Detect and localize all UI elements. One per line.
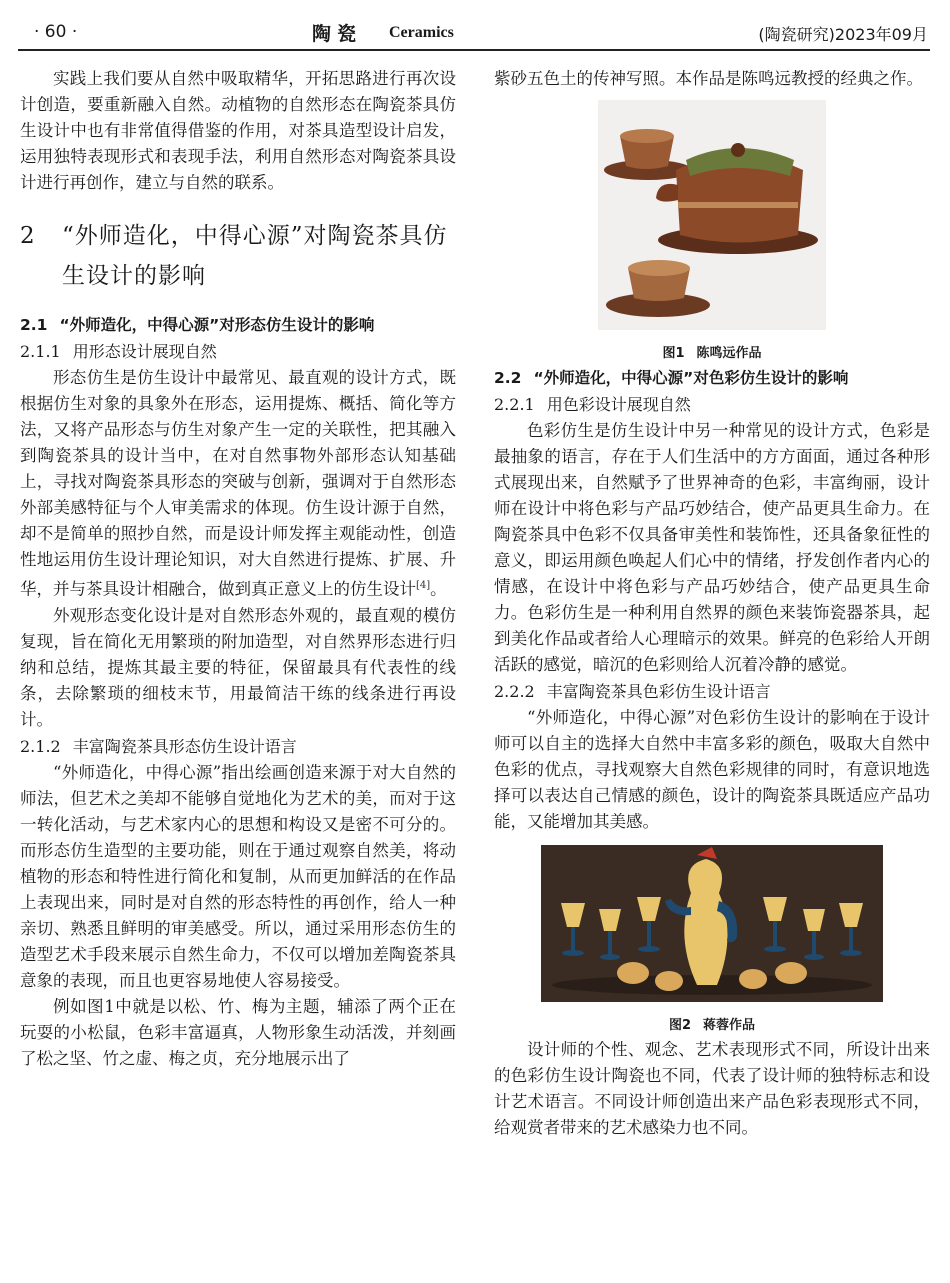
paragraph: 外观形态变化设计是对自然形态外观的，最直观的模仿复现，旨在简化无用繁琐的附加造型，对自然界形态进行归纳和总结，提炼其最主要的特征，保留最具有代表性的线条，去除繁琐的细枝末节，用最简洁干练的线条进行再设计。	[20, 605, 456, 729]
paragraph: 实践上我们要从自然中吸取精华，开拓思路进行再次设计创造，要重新融入自然。动植物的自然形态在陶瓷茶具仿生设计中也有非常值得借鉴的作用，对茶具造型设计启发，运用独特表现形式和表现手法，利用自然形态对陶瓷茶具设计进行再创作，建立与自然的联系。	[20, 69, 456, 192]
section-title: 丰富陶瓷茶具色彩仿生设计语言	[546, 682, 771, 701]
section-number: 2.1.1	[20, 342, 61, 361]
left-column	[20, 66, 456, 1072]
header-rule	[18, 49, 930, 51]
figure-label: 图2	[668, 1018, 692, 1033]
subsubsection-heading-2-1-1	[20, 338, 456, 365]
section-number: 2.1	[20, 316, 48, 334]
section-title: “外师造化，中得心源”对色彩仿生设计的影响	[533, 369, 849, 387]
paragraph: “外师造化，中得心源”指出绘画创造来源于对大自然的师法，但艺术之美却不能够自觉地化为艺术的美，而对于这一转化活动，与艺术家内心的思想和构设又是密不可分的。而形态仿生造型的主要功能，则在于通过观察自然美，将动植物的形态和特性进行简化和复制，从而更加鲜活的在作品上表现出来，同时是对自然的形态特性的再创作，给人一种亲切、熟悉且鲜明的审美感受。所以，通过采用形态仿生的造型艺术手段来展示自然生命力，不仅可以增加差陶瓷茶具意象的表现，而且也更容易地使人容易接受。	[20, 762, 456, 990]
paragraph-text-end: 。	[430, 579, 447, 599]
subsubsection-heading-2-2-2	[494, 678, 930, 705]
subsubsection-heading-2-1-2	[20, 733, 456, 760]
page-number: · 60 ·	[34, 22, 78, 42]
section-number: 2.2.1	[494, 395, 535, 414]
section-title: “外师造化，中得心源”对形态仿生设计的影响	[59, 316, 375, 334]
figure-label: 图1	[662, 346, 685, 361]
figure-1-caption	[494, 342, 930, 361]
paragraph-text: 形态仿生是仿生设计中最常见、最直观的设计方式，既根据仿生对象的具象外在形态，运用提炼、概括、简化等方法，又将产品形态与仿生对象产生一定的关联性，把其融入到陶瓷茶具的设计当中，在对自然事物外部形态认知基础上，寻找对陶瓷茶具形态的突破与创新，强调对于自然形态外部美感特征与个人审美需求的体现。仿生设计源于自然，却不是简单的照抄自然，而是设计师发挥主观能动性，创造性地运用仿生设计理论知识，对大自然进行提炼、扩展、升华，并与茶具设计相融合，做到真正意义上的仿生设计	[20, 368, 456, 599]
journal-title-cn: 陶瓷	[312, 23, 363, 45]
section-number: 2.2	[494, 369, 522, 387]
paragraph: “外师造化，中得心源”对色彩仿生设计的影响在于设计师可以自主的选择大自然中丰富多彩的颜色，吸取大自然中色彩的优点，寻找观察大自然色彩规律的同时，有意识地选择可以表达自己情感的颜色，设计的陶瓷茶具既适应产品功能，又能增加其美感。	[494, 708, 930, 831]
paragraph: 色彩仿生是仿生设计中另一种常见的设计方式，色彩是最抽象的语言，存在于人们生活中的方方面面，通过各种形式展现出来，自然赋予了世界神奇的色彩，丰富绚丽，设计师在设计中将色彩与产品巧妙结合，使产品更具生命力。在陶瓷茶具中色彩不仅具备审美性和装饰性，还具备象征性的意义，即运用颜色唤起人们心中的情绪，抒发创作者内心的情感，在设计中将色彩与产品巧妙结合，使产品更具生命力。色彩仿生是一种利用自然界的颜色来装饰瓷器茶具，起到美化作品或者给人心理暗示的效果。鲜亮的色彩给人开朗活跃的感觉，暗沉的色彩则给人沉着冷静的感觉。	[494, 421, 930, 674]
section-number: 2.2.2	[494, 682, 535, 701]
section-title: 丰富陶瓷茶具形态仿生设计语言	[72, 736, 297, 756]
section-title: 用色彩设计展现自然	[546, 395, 691, 414]
figure-caption-text: 蒋蓉作品	[703, 1018, 756, 1033]
right-column	[494, 66, 930, 1141]
subsection-heading-2-2	[494, 365, 930, 391]
figure-caption-text: 陈鸣远作品	[696, 346, 762, 361]
subsubsection-heading-2-2-1	[494, 391, 930, 418]
figure-2-caption	[494, 1014, 930, 1033]
section-title: 用形态设计展现自然	[72, 342, 217, 361]
section-heading-2	[20, 216, 456, 296]
page-header	[0, 0, 950, 50]
citation[interactable]: [4]	[416, 580, 431, 591]
paragraph: 设计师的个性、观念、艺术表现形式不同，所设计出来的色彩仿生设计陶瓷也不同，代表了设计师的独特标志和设计艺术语言。不同设计师创造出来产品色彩表现形式不同，给观赏者带来的艺术感染力也不同。	[494, 1040, 930, 1137]
subsection-heading-2-1	[20, 312, 456, 338]
paragraph	[20, 365, 456, 603]
issue-info: (陶瓷研究)2023年09月	[758, 25, 928, 44]
section-number: 2.1.2	[20, 736, 61, 756]
section-number: 2	[20, 223, 36, 249]
paragraph: 例如图1中就是以松、竹、梅为主题，辅添了两个正在玩耍的小松鼠，色彩丰富逼真，人物形象生动活泼，并刻画了松之坚、竹之虚、梅之贞，充分地展示出了	[20, 996, 456, 1068]
paragraph: 紫砂五色土的传神写照。本作品是陈鸣远教授的经典之作。	[494, 69, 923, 88]
section-title: “外师造化，中得心源”对陶瓷茶具仿生设计的影响	[62, 223, 448, 289]
figure-2-image	[541, 845, 883, 1002]
figure-1-image	[598, 100, 826, 330]
journal-title-en: Ceramics	[389, 24, 454, 41]
